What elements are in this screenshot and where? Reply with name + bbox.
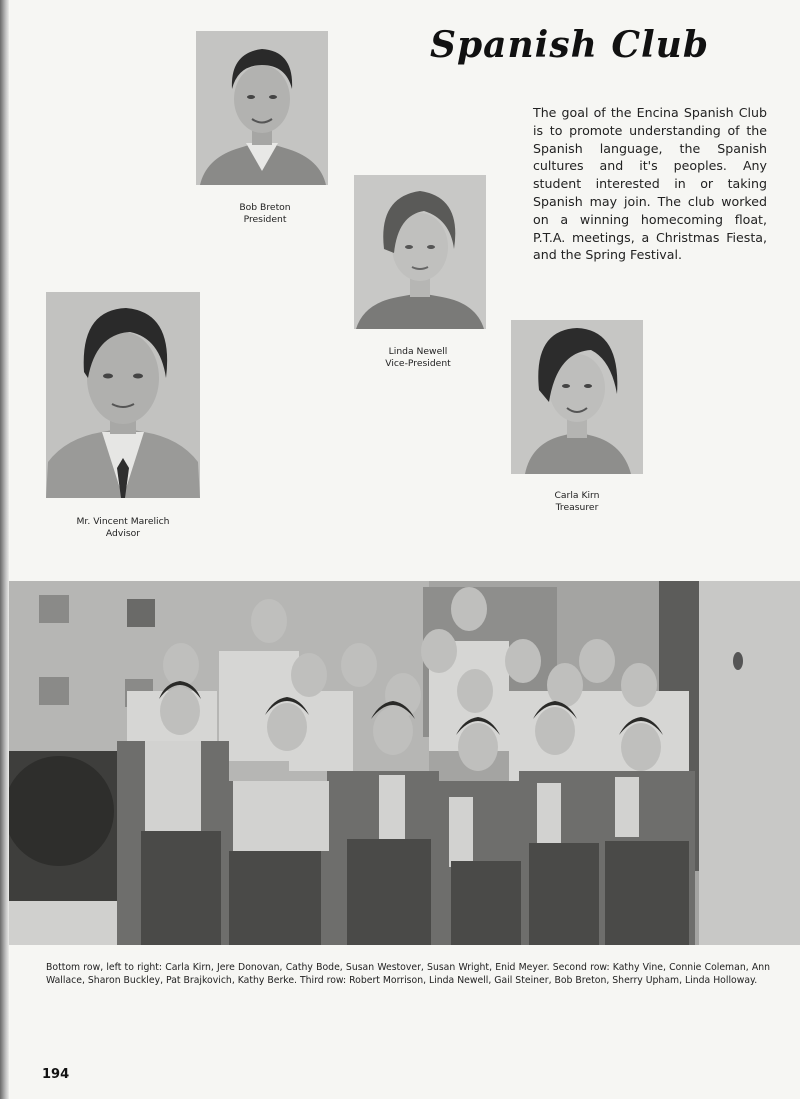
president-portrait <box>196 31 328 185</box>
officer-name: Carla Kirn <box>554 490 600 501</box>
page-binding <box>0 0 9 1099</box>
officer-role: Treasurer <box>555 502 599 513</box>
advisor-portrait <box>46 292 200 498</box>
officer-role: Advisor <box>105 528 141 539</box>
officer-name: Linda Newell <box>388 346 448 357</box>
treasurer-portrait <box>511 320 643 474</box>
club-description: The goal of the Encina Spanish Club is to promote understanding of the Spanish language, the Spanish cultures and it's peoples. Any student interested in or taking Spanish may join. The club worked on a winning homecoming float, P.T.A. meetings, a Christmas Fiesta, and the Spring Festival. <box>533 105 767 263</box>
group-photo-caption: Bottom row, left to right: Carla Kirn, Jere Donovan, Cathy Bode, Susan Westover, Susan Wright, Enid Meyer. Second row: Kathy Vine, Connie Coleman, Ann Wallace, Sharon Buckley, Pat Brajkovich, Kathy Berke. Third row: Robert Morrison, Linda Newell, Gail Steiner, Bob Breton, Sherry Upham, Linda Holloway. <box>46 962 770 986</box>
group-photo <box>9 581 800 945</box>
officer-role: Vice-President <box>385 358 451 369</box>
treasurer-caption <box>527 490 627 514</box>
officer-name: Bob Breton <box>239 202 291 213</box>
officer-role: President <box>243 214 287 225</box>
president-caption <box>215 202 315 226</box>
vice-president-caption <box>358 346 478 370</box>
vice-president-portrait <box>354 175 486 329</box>
page-title: Spanish Club <box>430 24 709 66</box>
officer-name: Mr. Vincent Marelich <box>76 516 170 527</box>
page-number: 194 <box>42 1067 70 1082</box>
advisor-caption <box>46 516 200 540</box>
